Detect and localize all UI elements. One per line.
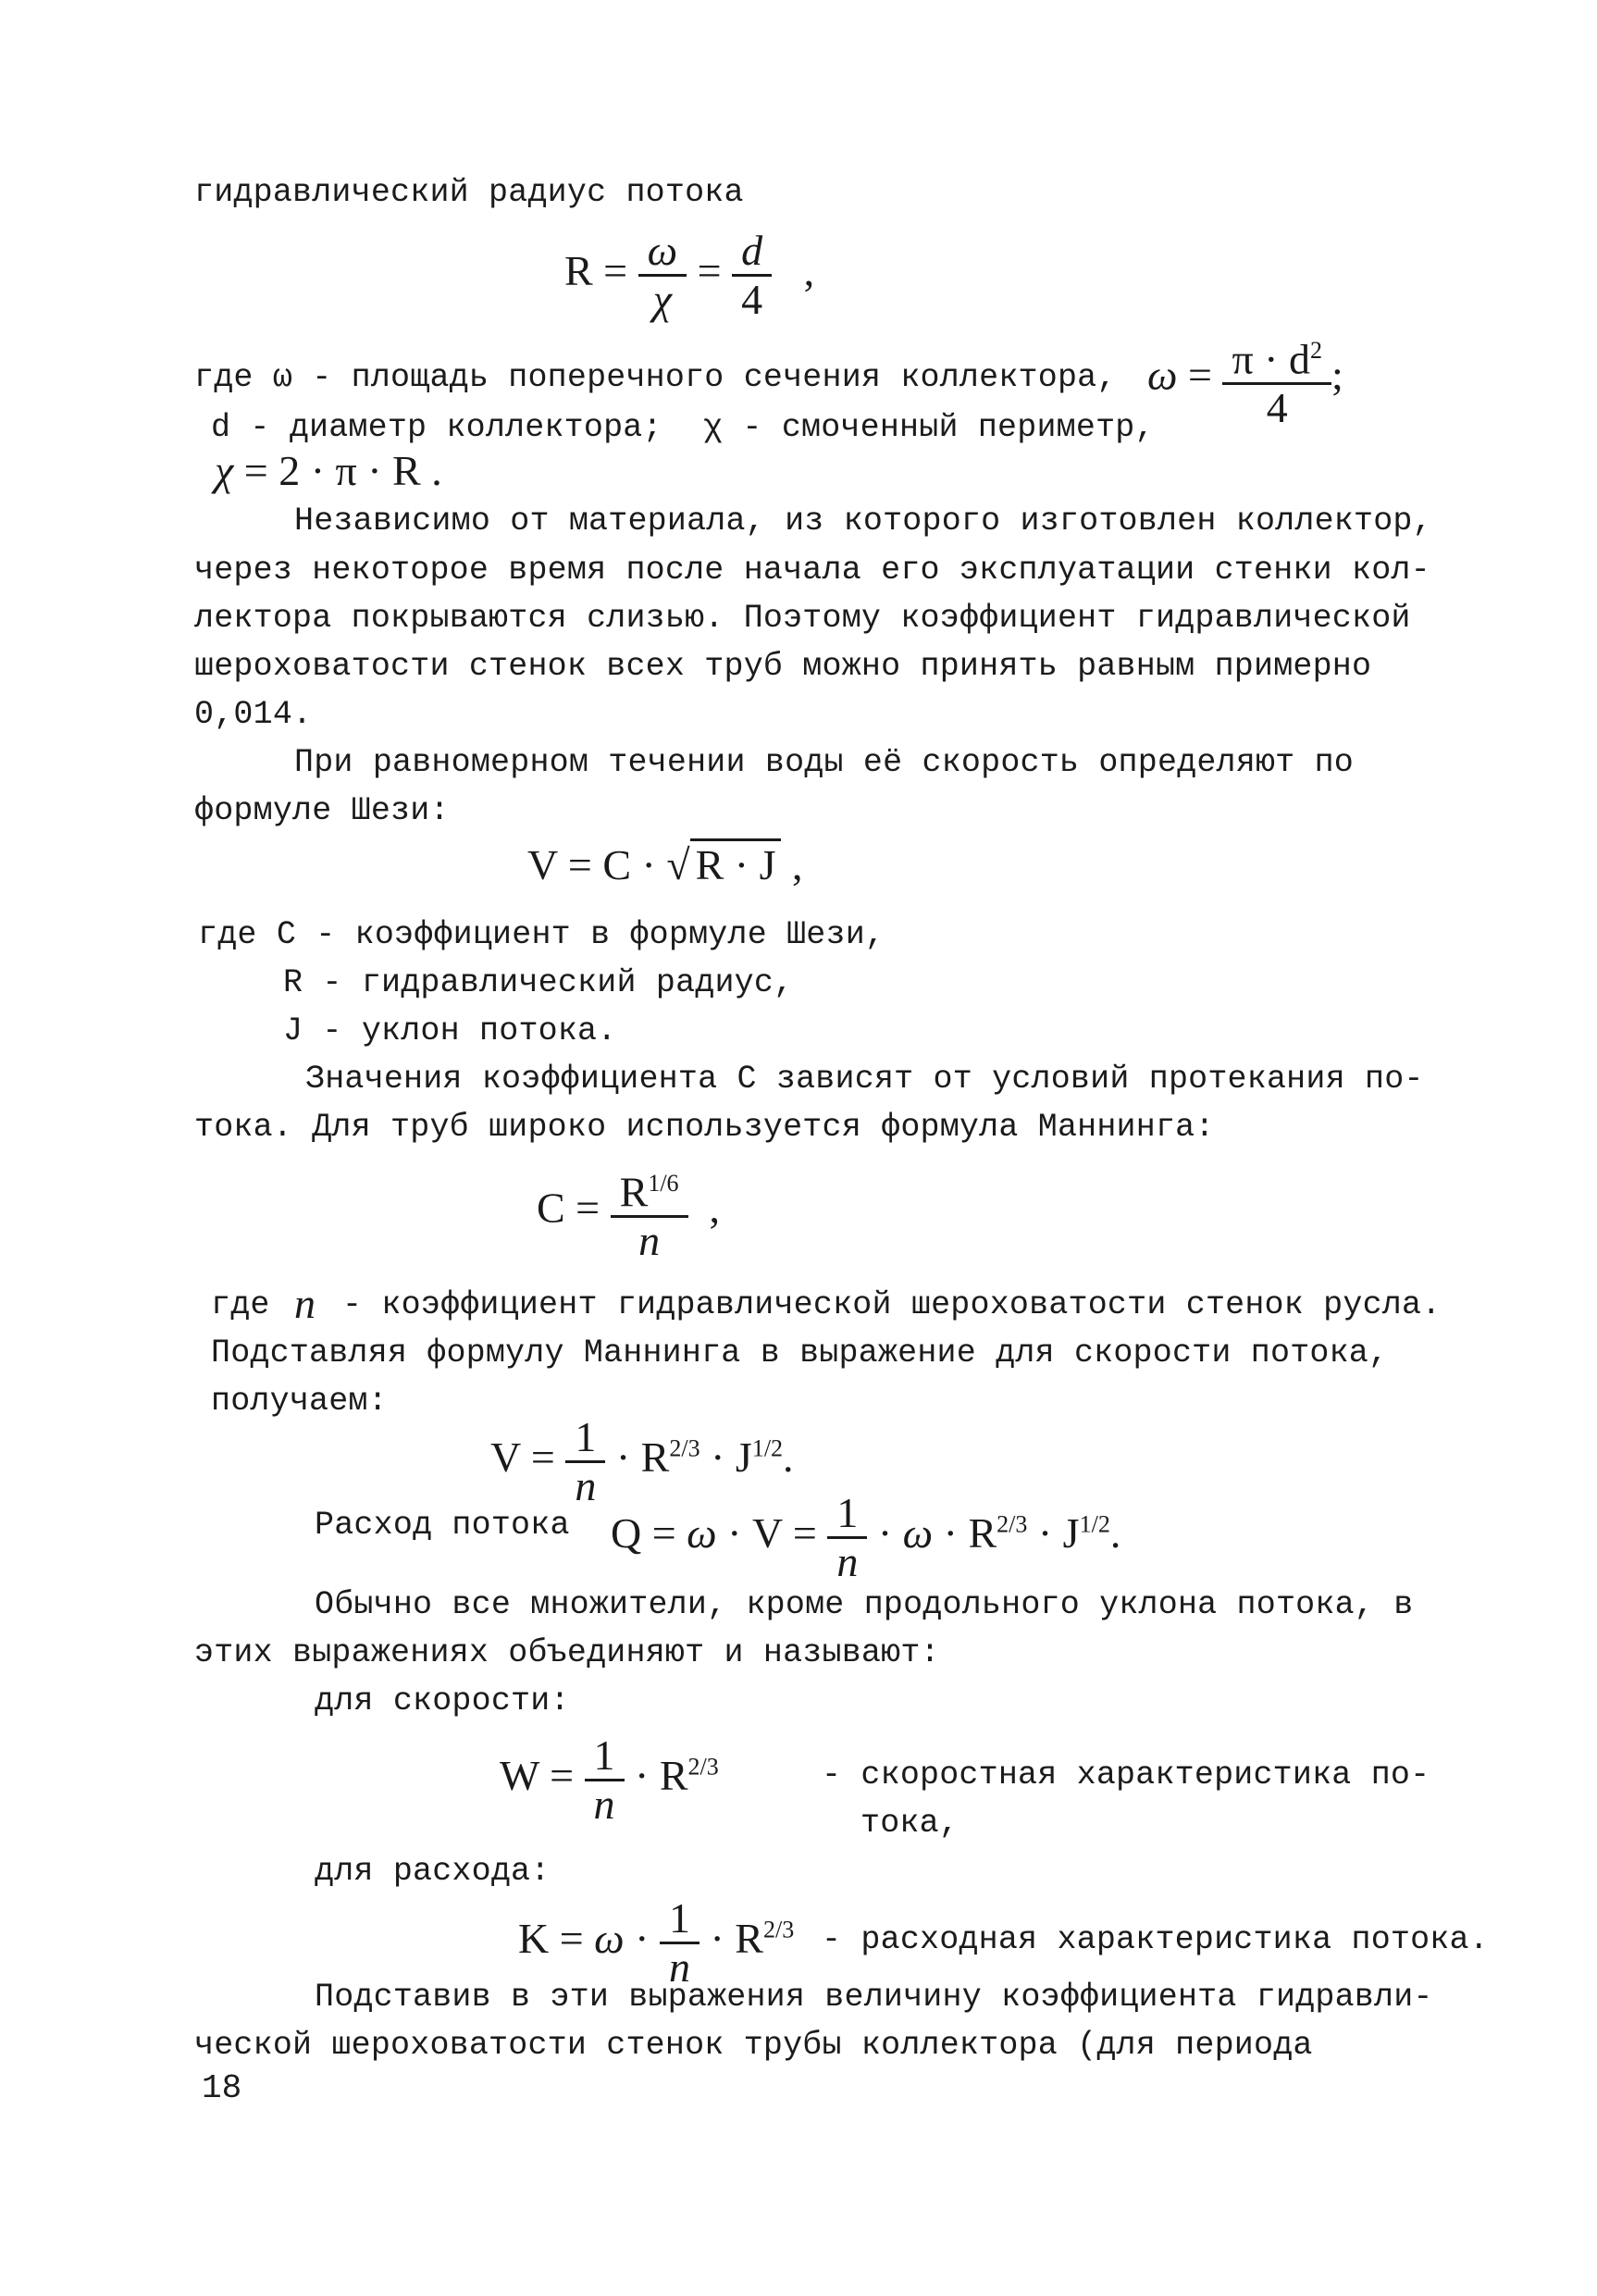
text-line: Расход потока — [315, 1507, 570, 1544]
text-line: получаем: — [211, 1383, 388, 1420]
formula-chezy: V = C · √ R · J , — [527, 842, 802, 888]
text-line: Обычно все множители, кроме продольного уклона потока, в — [315, 1586, 1414, 1623]
text-line: формуле Шези: — [194, 792, 450, 829]
text-line: для расхода: — [315, 1853, 551, 1890]
formula-velocity-characteristic: W = $\frac{1}{n}$ · $R^{2/3}$ — [500, 1731, 719, 1828]
text-line: где — [211, 1286, 270, 1323]
text-line: χ - смоченный периметр, — [703, 409, 1155, 446]
text-line: R - гидравлический радиус, — [283, 964, 794, 1001]
text-line: для скорости: — [315, 1682, 570, 1719]
text-line: через некоторое время после начала его эксплуатации стенки кол- — [194, 552, 1430, 589]
page-number: 18 — [202, 2069, 242, 2107]
text-line: этих выражениях объединяют и называют: — [194, 1634, 940, 1671]
text-line: При равномерном течении воды её скорость определяют по — [294, 744, 1354, 781]
text-line: - скоростная характеристика по- — [822, 1756, 1430, 1793]
formula-hydraulic-radius: R = $\frac{\omega}{\chi}$ = $\frac{d}{4}$ , — [564, 227, 815, 323]
formula-velocity: V = $\frac{1}{n}$ · $R^{2/3} \cdot J^{1/2}$. — [490, 1413, 794, 1509]
text-line: Значения коэффициента С зависят от условий протекания по- — [305, 1061, 1424, 1098]
formula-discharge: Q = ω · V = $\frac{1}{n}$ · $\omega \cdot R^{2/3} \cdot J^{1/2}$. — [611, 1489, 1121, 1585]
formula-symbol-n: n — [294, 1280, 316, 1327]
text-line: Независимо от материала, из которого изготовлен коллектор, — [294, 503, 1432, 540]
text-line: - коэффициент гидравлической шероховатости стенок русла. — [342, 1286, 1442, 1323]
text-line: тока, — [860, 1805, 959, 1842]
text-line: шероховатости стенок всех труб можно принять равным примерно — [194, 648, 1372, 685]
formula-manning: C = $\frac{R^{1/6}}{n}$ , — [537, 1160, 720, 1264]
text-line: - расходная характеристика потока. — [822, 1921, 1489, 1958]
text-line: 0,014. — [194, 696, 313, 733]
text-line: гидравлический радиус потока — [194, 174, 744, 211]
text-line: лектора покрываются слизью. Поэтому коэффициент гидравлической — [194, 600, 1411, 637]
text-line: тока. Для труб широко используется формула Маннинга: — [194, 1109, 1215, 1146]
text-line: J - уклон потока. — [283, 1012, 617, 1049]
formula-discharge-characteristic: K = ω · $\frac{1}{n}$ · $R^{2/3}$ — [518, 1894, 795, 1991]
text-line: где ω - площадь поперечного сечения коллектора, — [194, 359, 1117, 396]
formula-perimeter: χ = 2 · π · R . — [215, 447, 442, 494]
text-line: Подставляя формулу Маннинга в выражение для скорости потока, — [211, 1334, 1389, 1371]
formula-area: ω = $\frac{\pi \cdot d^2}{4}$ ; — [1147, 328, 1343, 431]
text-line: d - диаметр коллектора; — [211, 409, 662, 446]
text-line: ческой шероховатости стенок трубы коллектора (для периода — [194, 2027, 1313, 2064]
text-line: Подставив в эти выражения величину коэффициента гидравли- — [315, 1979, 1433, 2016]
text-line: где С - коэффициент в формуле Шези, — [198, 916, 885, 953]
